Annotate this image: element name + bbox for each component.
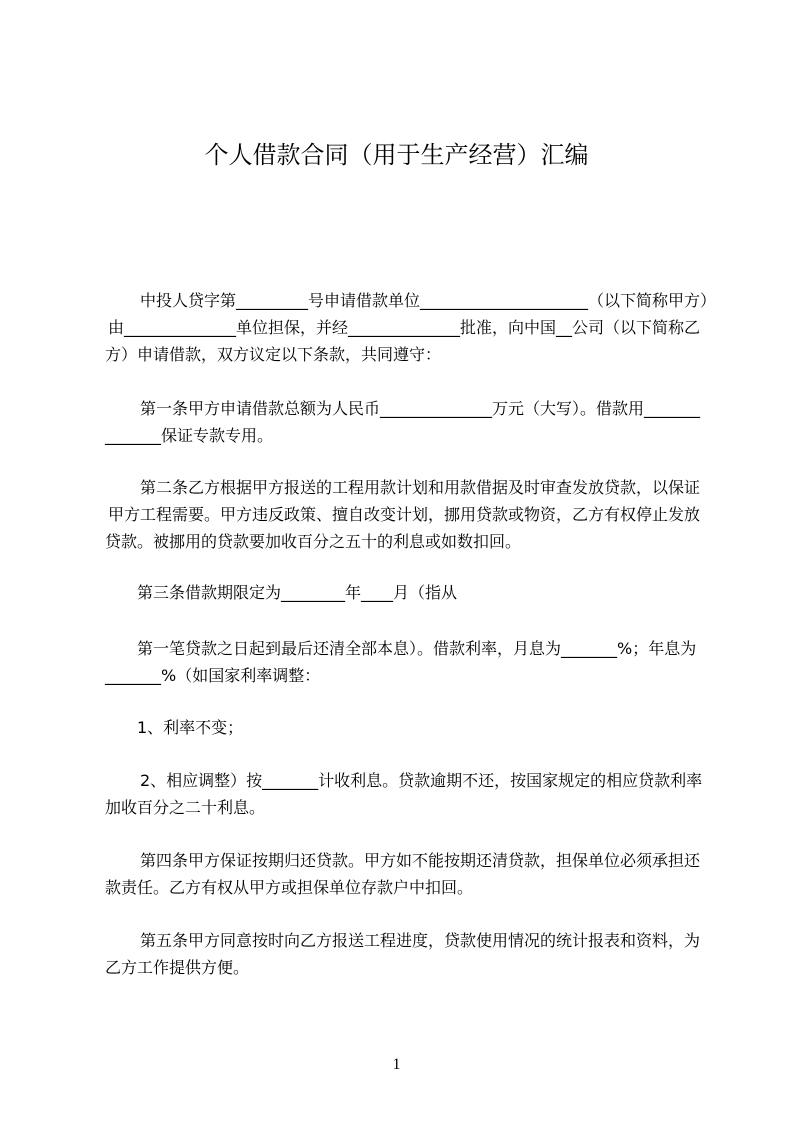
paragraph-option-2 <box>105 767 715 821</box>
paragraph-article-2 <box>105 474 715 555</box>
paragraph-line: 第五条甲方同意按时向乙方报送工程进度，贷款使用情况的统计报表和资料，为 <box>140 931 701 950</box>
paragraph-preamble <box>105 287 715 368</box>
paragraph-line: 款责任。乙方有权从甲方或担保单位存款户中扣回。 <box>105 878 474 897</box>
paragraph-article-4 <box>105 847 715 901</box>
paragraph-line: 2、相应调整）按_______计收利息。贷款逾期不还，按国家规定的相应贷款利率 <box>140 771 703 790</box>
paragraph-line: 第二条乙方根据甲方报送的工程用款计划和用款借据及时审查发放贷款，以保证 <box>140 478 701 497</box>
paragraph-line: 加收百分之二十利息。 <box>105 798 266 817</box>
paragraph-article-1 <box>105 395 715 449</box>
paragraph-option-1 <box>105 714 715 741</box>
page-number: 1 <box>392 1056 401 1073</box>
paragraph-line: _______保证专款专用。 <box>105 426 274 445</box>
paragraph-line: 第三条借款期限定为________年____月（指从 <box>137 583 458 602</box>
paragraph-line: 中投人贷字第_________号申请借款单位_____________________（以下简称甲方） <box>140 291 717 310</box>
paragraph-line: 由______________单位担保，并经______________批准，向中国__公司（以下简称乙 <box>108 318 701 337</box>
paragraph-line: 第一条甲方申请借款总额为人民币______________万元（大写）。借款用_______ <box>140 399 701 418</box>
paragraph-article-5 <box>105 927 715 981</box>
paragraph-line: 贷款。被挪用的贷款要加收百分之五十的利息或如数扣回。 <box>105 532 522 551</box>
paragraph-line: 甲方工程需要。甲方违反政策、擅自改变计划，挪用贷款或物资，乙方有权停止发放 <box>108 505 701 524</box>
paragraph-line: 乙方工作提供方便。 <box>105 958 250 977</box>
paragraph-line: 第一笔贷款之日起到最后还清全部本息）。借款利率，月息为_______%；年息为 <box>137 639 697 658</box>
document-title: 个人借款合同（用于生产经营）汇编 <box>204 141 589 169</box>
paragraph-line: 第四条甲方保证按期归还贷款。甲方如不能按期还清贷款，担保单位必须承担还 <box>140 851 701 870</box>
paragraph-article-3 <box>105 579 715 606</box>
paragraph-line: _______%（如国家利率调整： <box>105 666 321 685</box>
paragraph-line: 方）申请借款，双方议定以下条款，共同遵守： <box>105 345 442 364</box>
paragraph-line: 1、利率不变； <box>137 718 244 737</box>
paragraph-interest-rate <box>105 635 715 689</box>
